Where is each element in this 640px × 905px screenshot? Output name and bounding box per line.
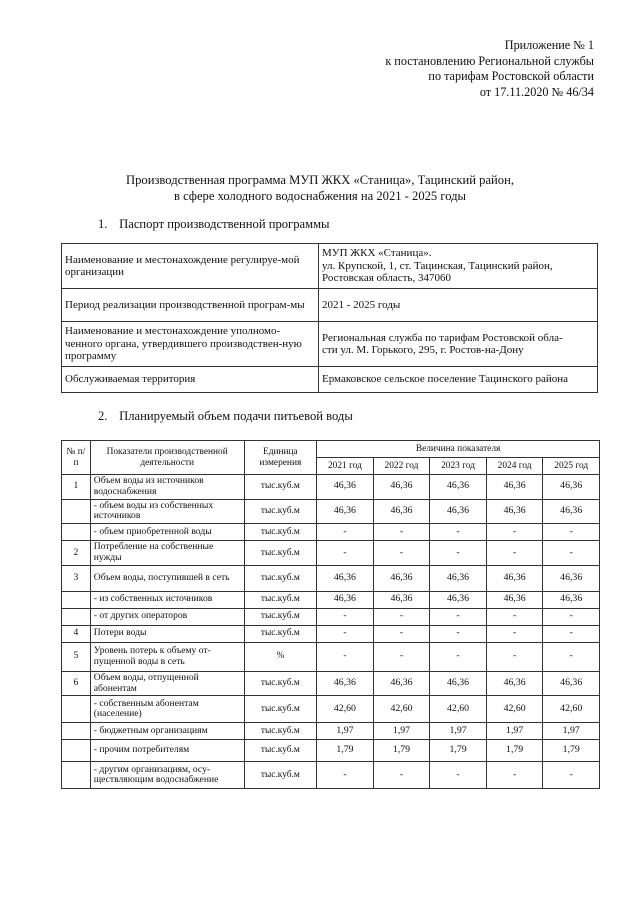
row-indicator: - от других операторов — [90, 608, 244, 625]
header-no: № п/п — [62, 441, 91, 475]
passport-value — [319, 322, 598, 367]
row-value: - — [486, 762, 543, 789]
row-value: 46,36 — [430, 475, 487, 500]
row-value: - — [373, 625, 430, 642]
table-row — [62, 475, 600, 500]
row-unit: тыс.куб.м — [244, 762, 317, 789]
row-value: 1,79 — [317, 740, 374, 762]
row-unit: тыс.куб.м — [244, 740, 317, 762]
passport-value-line: Ермаковское сельское поселение Тацинского района — [322, 373, 569, 386]
row-number — [62, 608, 91, 625]
row-number: 6 — [62, 671, 91, 696]
row-indicator: Объем воды, отпущенной абонентам — [90, 671, 244, 696]
row-value: 46,36 — [373, 671, 430, 696]
row-value: 46,36 — [373, 565, 430, 591]
row-value: 46,36 — [430, 499, 487, 524]
row-value: 46,36 — [486, 671, 543, 696]
section-heading-volume — [98, 409, 353, 424]
header-year: 2022 год — [373, 458, 430, 475]
row-value: 42,60 — [486, 696, 543, 723]
row-value: 1,97 — [543, 723, 600, 740]
row-value: - — [430, 762, 487, 789]
row-indicator: - собственным абонентам (население) — [90, 696, 244, 723]
row-unit: тыс.куб.м — [244, 625, 317, 642]
row-value: - — [373, 524, 430, 541]
table-row — [62, 541, 600, 566]
row-value: 46,36 — [486, 475, 543, 500]
passport-table — [61, 243, 598, 393]
row-indicator: Объем воды из источников водоснабжения — [90, 475, 244, 500]
row-value: - — [373, 541, 430, 566]
row-value: 42,60 — [373, 696, 430, 723]
row-number — [62, 499, 91, 524]
row-number — [62, 740, 91, 762]
row-indicator: - другим организациям, осу-ществляющим водоснабжение — [90, 762, 244, 789]
row-value: 42,60 — [430, 696, 487, 723]
row-value: - — [430, 541, 487, 566]
table-row — [62, 499, 600, 524]
row-number — [62, 762, 91, 789]
row-indicator: - из собственных источников — [90, 591, 244, 608]
row-value: 42,60 — [317, 696, 374, 723]
title-line: Производственная программа МУП ЖКХ «Станица», Тацинский район, — [126, 173, 514, 187]
table-row — [62, 696, 600, 723]
table-row — [62, 591, 600, 608]
appendix-header — [385, 38, 594, 100]
table-row — [62, 740, 600, 762]
row-indicator: - бюджетным организациям — [90, 723, 244, 740]
header-year: 2024 год — [486, 458, 543, 475]
passport-value-line: сти ул. М. Горького, 295, г. Ростов-на-Дону — [322, 344, 524, 356]
row-value: - — [486, 625, 543, 642]
passport-row — [62, 289, 598, 322]
row-value: 46,36 — [317, 475, 374, 500]
row-number: 1 — [62, 475, 91, 500]
section-heading-passport — [98, 217, 330, 232]
row-number — [62, 591, 91, 608]
passport-value-line: 2021 - 2025 годы — [322, 298, 401, 311]
section-number: 1. — [98, 217, 108, 231]
water-volume-table — [61, 440, 600, 789]
passport-value-line: Ростовская область, 347060 — [322, 272, 451, 285]
row-value: - — [486, 524, 543, 541]
row-value: - — [373, 608, 430, 625]
row-value: - — [317, 642, 374, 671]
table-row — [62, 723, 600, 740]
row-value: - — [543, 625, 600, 642]
section-title: Паспорт производственной программы — [119, 217, 330, 231]
header-value-group: Величина показателя — [317, 441, 600, 458]
row-unit: тыс.куб.м — [244, 475, 317, 500]
passport-value-line: МУП ЖКХ «Станица». — [322, 247, 432, 260]
row-unit: тыс.куб.м — [244, 524, 317, 541]
row-indicator: Объем воды, поступившей в сеть — [90, 565, 244, 591]
table-row — [62, 762, 600, 789]
row-indicator: - объем приобретенной воды — [90, 524, 244, 541]
row-unit: тыс.куб.м — [244, 541, 317, 566]
row-value: - — [317, 608, 374, 625]
row-value: - — [430, 642, 487, 671]
row-unit: тыс.куб.м — [244, 591, 317, 608]
passport-value-line: ул. Крупской, 1, ст. Тацинская, Тацинский район, — [322, 259, 553, 272]
row-indicator: - объем воды из собственных источников — [90, 499, 244, 524]
row-value: - — [373, 642, 430, 671]
row-unit: тыс.куб.м — [244, 723, 317, 740]
row-value: - — [486, 608, 543, 625]
row-value: - — [543, 524, 600, 541]
row-value: 46,36 — [317, 565, 374, 591]
table-row — [62, 642, 600, 671]
row-unit: тыс.куб.м — [244, 696, 317, 723]
row-value: 46,36 — [430, 591, 487, 608]
row-value: 1,79 — [430, 740, 487, 762]
row-value: 46,36 — [486, 591, 543, 608]
passport-value — [319, 244, 598, 289]
row-number: 2 — [62, 541, 91, 566]
row-value: 46,36 — [373, 475, 430, 500]
row-value: - — [430, 608, 487, 625]
table-row — [62, 625, 600, 642]
section-title: Планируемый объем подачи питьевой воды — [119, 409, 353, 423]
header-year: 2025 год — [543, 458, 600, 475]
row-value: 46,36 — [430, 565, 487, 591]
row-value: 46,36 — [543, 565, 600, 591]
row-number: 5 — [62, 642, 91, 671]
row-value: 46,36 — [373, 591, 430, 608]
row-value: - — [543, 608, 600, 625]
row-unit: % — [244, 642, 317, 671]
passport-value — [319, 367, 598, 393]
row-number: 4 — [62, 625, 91, 642]
row-value: 1,79 — [543, 740, 600, 762]
passport-label: Наименование и местонахождение регулируе-мой организации — [62, 244, 319, 289]
passport-value-line: Региональная служба по тарифам Ростовской обла- — [322, 331, 563, 344]
passport-label: Обслуживаемая территория — [62, 367, 319, 393]
row-value: 46,36 — [543, 591, 600, 608]
row-value: - — [543, 762, 600, 789]
passport-label: Период реализации производственной програм-мы — [62, 289, 319, 322]
row-value: 42,60 — [543, 696, 600, 723]
row-value: - — [317, 524, 374, 541]
row-value: 1,97 — [373, 723, 430, 740]
row-value: - — [486, 541, 543, 566]
row-value: 46,36 — [317, 671, 374, 696]
row-value: - — [317, 541, 374, 566]
row-value: - — [373, 762, 430, 789]
row-indicator: Потери воды — [90, 625, 244, 642]
appendix-line: от 17.11.2020 № 46/34 — [479, 84, 594, 99]
row-value: 46,36 — [543, 475, 600, 500]
row-value: - — [543, 541, 600, 566]
passport-value — [319, 289, 598, 322]
appendix-line: к постановлению Региональной службы — [385, 53, 594, 68]
header-unit: Единица измерения — [244, 441, 317, 475]
row-value: 46,36 — [486, 499, 543, 524]
table-row — [62, 608, 600, 625]
table-row — [62, 671, 600, 696]
passport-label: Наименование и местонахождение уполномо-ченного органа, утвердившего производствен-ную программу — [62, 322, 319, 367]
row-value: - — [430, 625, 487, 642]
row-value: - — [430, 524, 487, 541]
row-value: 46,36 — [543, 671, 600, 696]
passport-row — [62, 322, 598, 367]
header-indicator: Показатели производственной деятельности — [90, 441, 244, 475]
row-value: 1,97 — [486, 723, 543, 740]
row-value: 46,36 — [486, 565, 543, 591]
document-title — [0, 172, 640, 204]
row-value: 46,36 — [317, 499, 374, 524]
row-unit: тыс.куб.м — [244, 671, 317, 696]
row-value: 46,36 — [543, 499, 600, 524]
row-number — [62, 696, 91, 723]
title-line: в сфере холодного водоснабжения на 2021 - 2025 годы — [173, 189, 467, 203]
passport-row — [62, 244, 598, 289]
row-value: 46,36 — [373, 499, 430, 524]
section-number: 2. — [98, 409, 108, 423]
row-value: 46,36 — [317, 591, 374, 608]
row-unit: тыс.куб.м — [244, 608, 317, 625]
row-value: 46,36 — [430, 671, 487, 696]
row-value: - — [486, 642, 543, 671]
appendix-line: Приложение № 1 — [504, 38, 594, 52]
row-value: 1,97 — [317, 723, 374, 740]
row-number — [62, 723, 91, 740]
appendix-line: по тарифам Ростовской области — [428, 69, 594, 84]
row-indicator: - прочим потребителям — [90, 740, 244, 762]
row-number — [62, 524, 91, 541]
row-value: 1,79 — [486, 740, 543, 762]
row-indicator: Уровень потерь к объему от-пущенной воды в сеть — [90, 642, 244, 671]
header-year: 2021 год — [317, 458, 374, 475]
passport-row — [62, 367, 598, 393]
row-unit: тыс.куб.м — [244, 565, 317, 591]
row-unit: тыс.куб.м — [244, 499, 317, 524]
row-value: - — [317, 625, 374, 642]
row-value: 1,79 — [373, 740, 430, 762]
row-value: - — [317, 762, 374, 789]
table-row — [62, 565, 600, 591]
table-row — [62, 524, 600, 541]
row-number: 3 — [62, 565, 91, 591]
header-year: 2023 год — [430, 458, 487, 475]
row-value: - — [543, 642, 600, 671]
row-indicator: Потребление на собственные нужды — [90, 541, 244, 566]
row-value: 1,97 — [430, 723, 487, 740]
